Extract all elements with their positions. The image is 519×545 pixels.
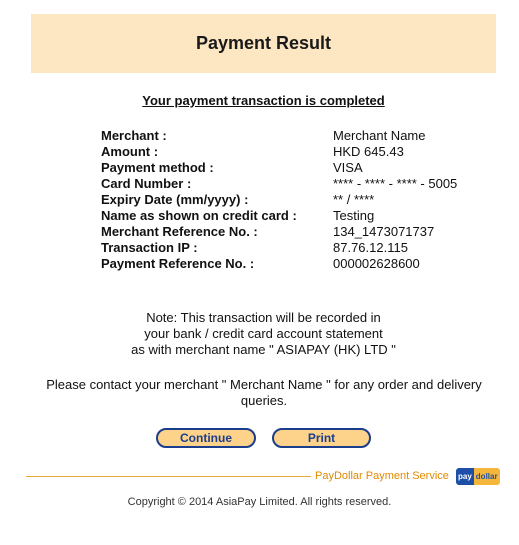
detail-row-payment-method xyxy=(101,160,481,176)
note-line: as with merchant name " ASIAPAY (HK) LTD " xyxy=(131,342,396,357)
detail-value: **** - **** - **** - 5005 xyxy=(333,176,458,191)
detail-value: Merchant Name xyxy=(333,128,426,143)
print-button[interactable]: Print xyxy=(272,428,371,448)
detail-row-cardholder-name xyxy=(101,208,481,224)
detail-value: 87.76.12.115 xyxy=(333,240,408,255)
footer-divider xyxy=(26,476,311,477)
detail-row-transaction-ip xyxy=(101,240,481,256)
note-line: your bank / credit card account statement xyxy=(144,326,383,341)
payment-service-label: PayDollar Payment Service xyxy=(315,470,449,482)
transaction-details xyxy=(101,128,481,272)
page-title: Payment Result xyxy=(195,33,332,53)
detail-label: Amount : xyxy=(101,144,159,159)
contact-line: queries. xyxy=(240,393,288,408)
detail-row-merchant-ref xyxy=(101,224,481,240)
logo-dollar-text: dollar xyxy=(474,468,500,485)
detail-value: VISA xyxy=(333,160,363,175)
detail-label: Merchant : xyxy=(101,128,167,143)
contact-line: Please contact your merchant " Merchant Name " for any order and delivery xyxy=(46,377,482,392)
detail-label: Payment Reference No. : xyxy=(101,256,255,271)
detail-label: Merchant Reference No. : xyxy=(101,224,258,239)
detail-label: Expiry Date (mm/yyyy) : xyxy=(101,192,249,207)
detail-row-amount xyxy=(101,144,481,160)
detail-value: 134_1473071737 xyxy=(333,224,435,239)
detail-value: ** / **** xyxy=(333,192,375,207)
copyright-text: Copyright © 2014 AsiaPay Limited. All rights reserved. xyxy=(127,496,392,508)
statement-note xyxy=(0,310,519,358)
detail-value: 000002628600 xyxy=(333,256,420,271)
note-line: Note: This transaction will be recorded in xyxy=(146,310,381,325)
detail-row-payment-ref xyxy=(101,256,481,272)
detail-value: Testing xyxy=(333,208,375,223)
detail-row-expiry-date xyxy=(101,192,481,208)
contact-message xyxy=(36,377,492,409)
logo-pay-text: pay xyxy=(456,468,474,485)
detail-label: Transaction IP : xyxy=(101,240,198,255)
continue-button[interactable]: Continue xyxy=(156,428,256,448)
transaction-status: Your payment transaction is completed xyxy=(142,93,385,108)
paydollar-logo xyxy=(456,465,498,487)
detail-value: HKD 645.43 xyxy=(333,144,404,159)
detail-row-merchant xyxy=(101,128,481,144)
detail-label: Card Number : xyxy=(101,176,192,191)
detail-row-card-number xyxy=(101,176,481,192)
page-header xyxy=(31,14,496,73)
detail-label: Name as shown on credit card : xyxy=(101,208,297,223)
detail-label: Payment method : xyxy=(101,160,214,175)
